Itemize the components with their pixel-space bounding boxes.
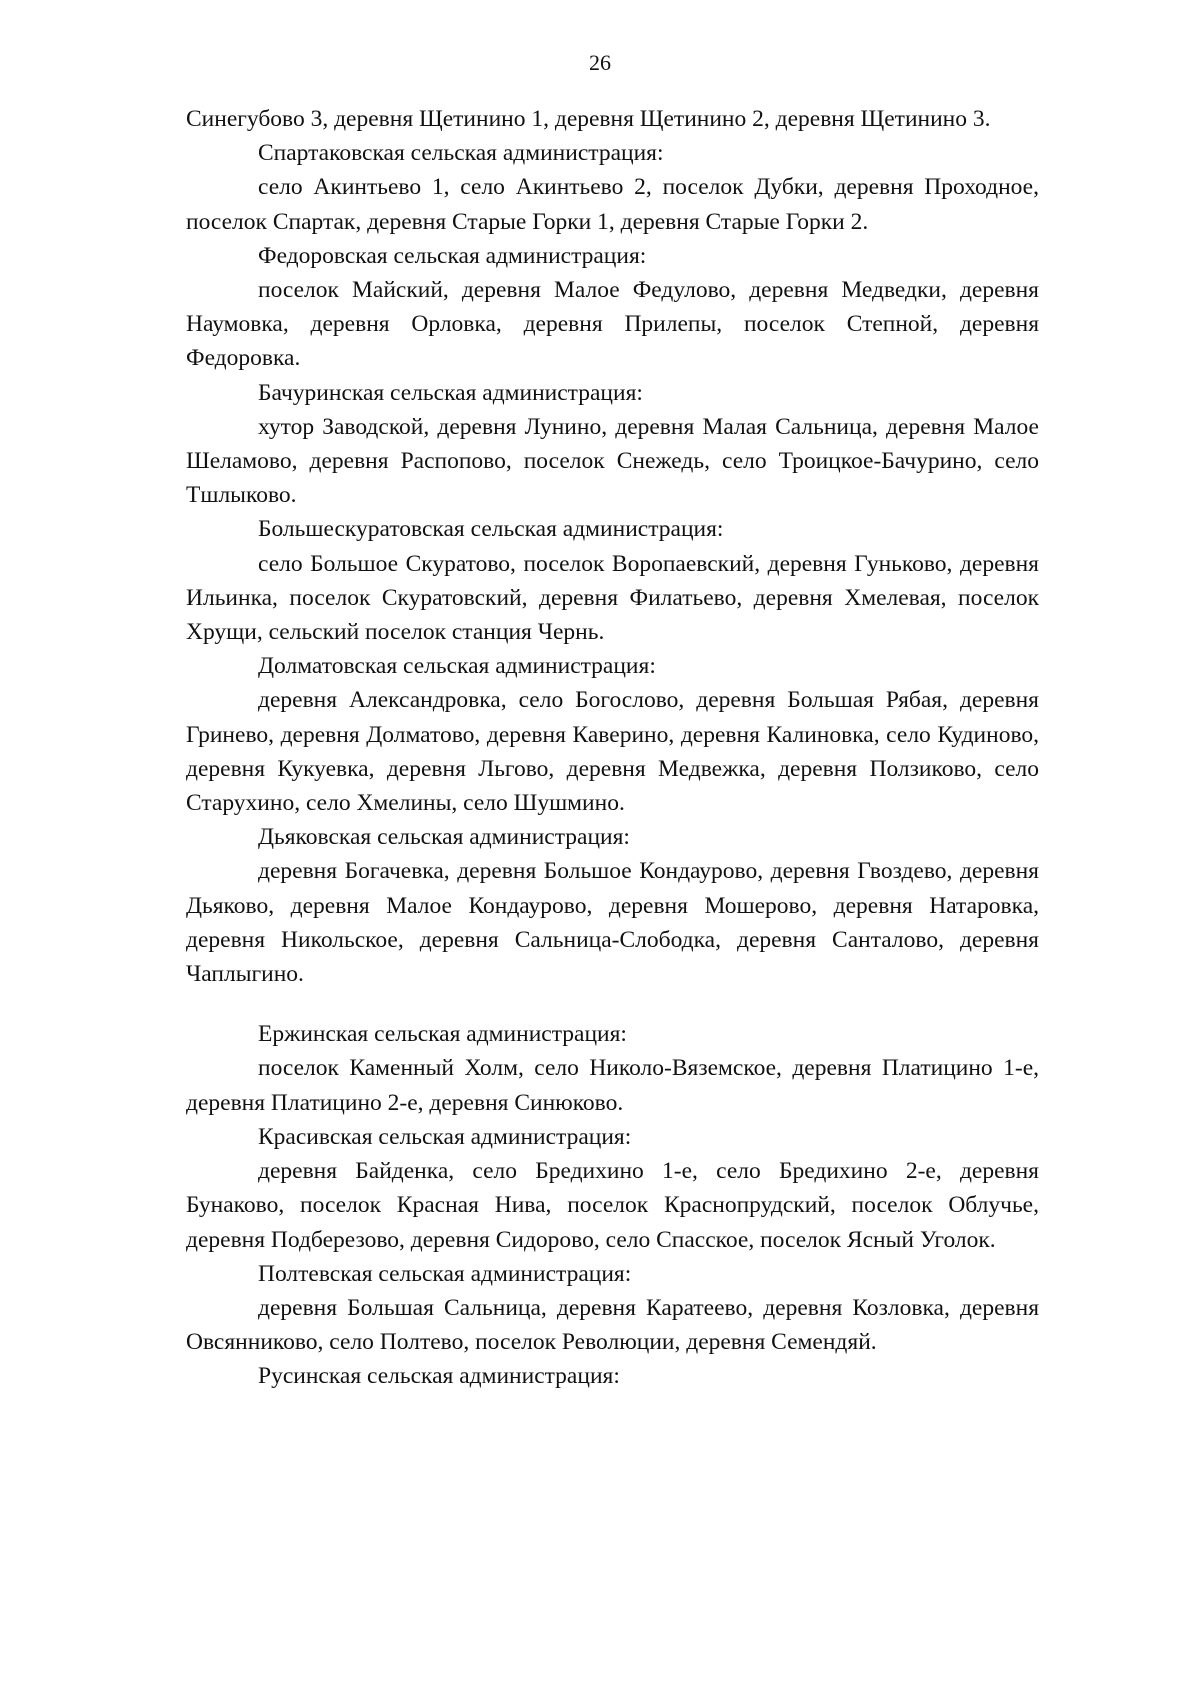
administration-heading: Ержинская сельская администрация:	[258, 1021, 627, 1048]
administration-heading: Бачуринская сельская администрация:	[258, 379, 643, 406]
page-number: 26	[589, 50, 611, 75]
settlement-list: деревня Байденка, село Бредихино 1-е, село Бредихино 2-е, деревня Бунаково, поселок Красная Нива, поселок Краснопрудский, поселок Облучье, деревня Подберезово, деревня Сидорово, село Спасское, поселок Ясный Уголок.	[186, 1158, 1039, 1253]
settlement-list: поселок Майский, деревня Малое Федулово, деревня Медведки, деревня Наумовка, деревня Орловка, деревня Прилепы, поселок Степной, деревня Федоровка.	[186, 277, 1039, 372]
administration-heading: Большескуратовская сельская администрация:	[258, 516, 724, 543]
document-body	[186, 102, 1039, 1394]
administration-heading: Федоровская сельская администрация:	[258, 242, 647, 269]
settlement-list: село Большое Скуратово, поселок Воропаевский, деревня Гуньково, деревня Ильинка, поселок Скуратовский, деревня Филатьево, деревня Хмелевая, поселок Хрущи, сельский поселок станция Чернь.	[186, 550, 1039, 646]
administration-heading: Дьяковская сельская администрация:	[258, 824, 630, 851]
settlement-list: поселок Каменный Холм, село Николо-Вяземское, деревня Платицино 1-е, деревня Платицино 2-е, деревня Синюково.	[186, 1055, 1039, 1116]
administration-heading: Спартаковская сельская администрация:	[258, 140, 664, 167]
administration-heading: Долматовская сельская администрация:	[258, 653, 656, 680]
settlement-list: деревня Большая Сальница, деревня Каратеево, деревня Козловка, деревня Овсянниково, село Полтево, поселок Революции, деревня Семендяй.	[186, 1294, 1039, 1356]
settlement-list: деревня Александровка, село Богослово, деревня Большая Рябая, деревня Гринево, деревня Долматово, деревня Каверино, деревня Калиновка, село Кудиново, деревня Кукуевка, деревня Льгово, деревня Медвежка, деревня Ползиково, село Старухино, село Хмелины, село Шушмино.	[186, 687, 1039, 817]
administration-heading: Полтевская сельская администрация:	[258, 1260, 632, 1287]
paragraph-continuation: Синегубово 3, деревня Щетинино 1, деревня Щетинино 2, деревня Щетинино 3.	[186, 106, 991, 132]
settlement-list: село Акинтьево 1, село Акинтьево 2, поселок Дубки, деревня Проходное, поселок Спартак, деревня Старые Горки 1, деревня Старые Горки 2.	[186, 174, 1039, 235]
settlement-list: деревня Богачевка, деревня Большое Кондаурово, деревня Гвоздево, деревня Дьяково, деревня Малое Кондаурово, деревня Мошерово, деревня Натаровка, деревня Никольское, деревня Сальница-Слободка, деревня Санталово, деревня Чаплыгино.	[186, 858, 1039, 988]
administration-heading: Русинская сельская администрация:	[258, 1363, 620, 1390]
administration-heading: Красивская сельская администрация:	[258, 1123, 632, 1150]
settlement-list: хутор Заводской, деревня Лунино, деревня Малая Сальница, деревня Малое Шеламово, деревня Распопово, поселок Снежедь, село Троицкое-Бачурино, село Тшлыково.	[186, 413, 1039, 509]
